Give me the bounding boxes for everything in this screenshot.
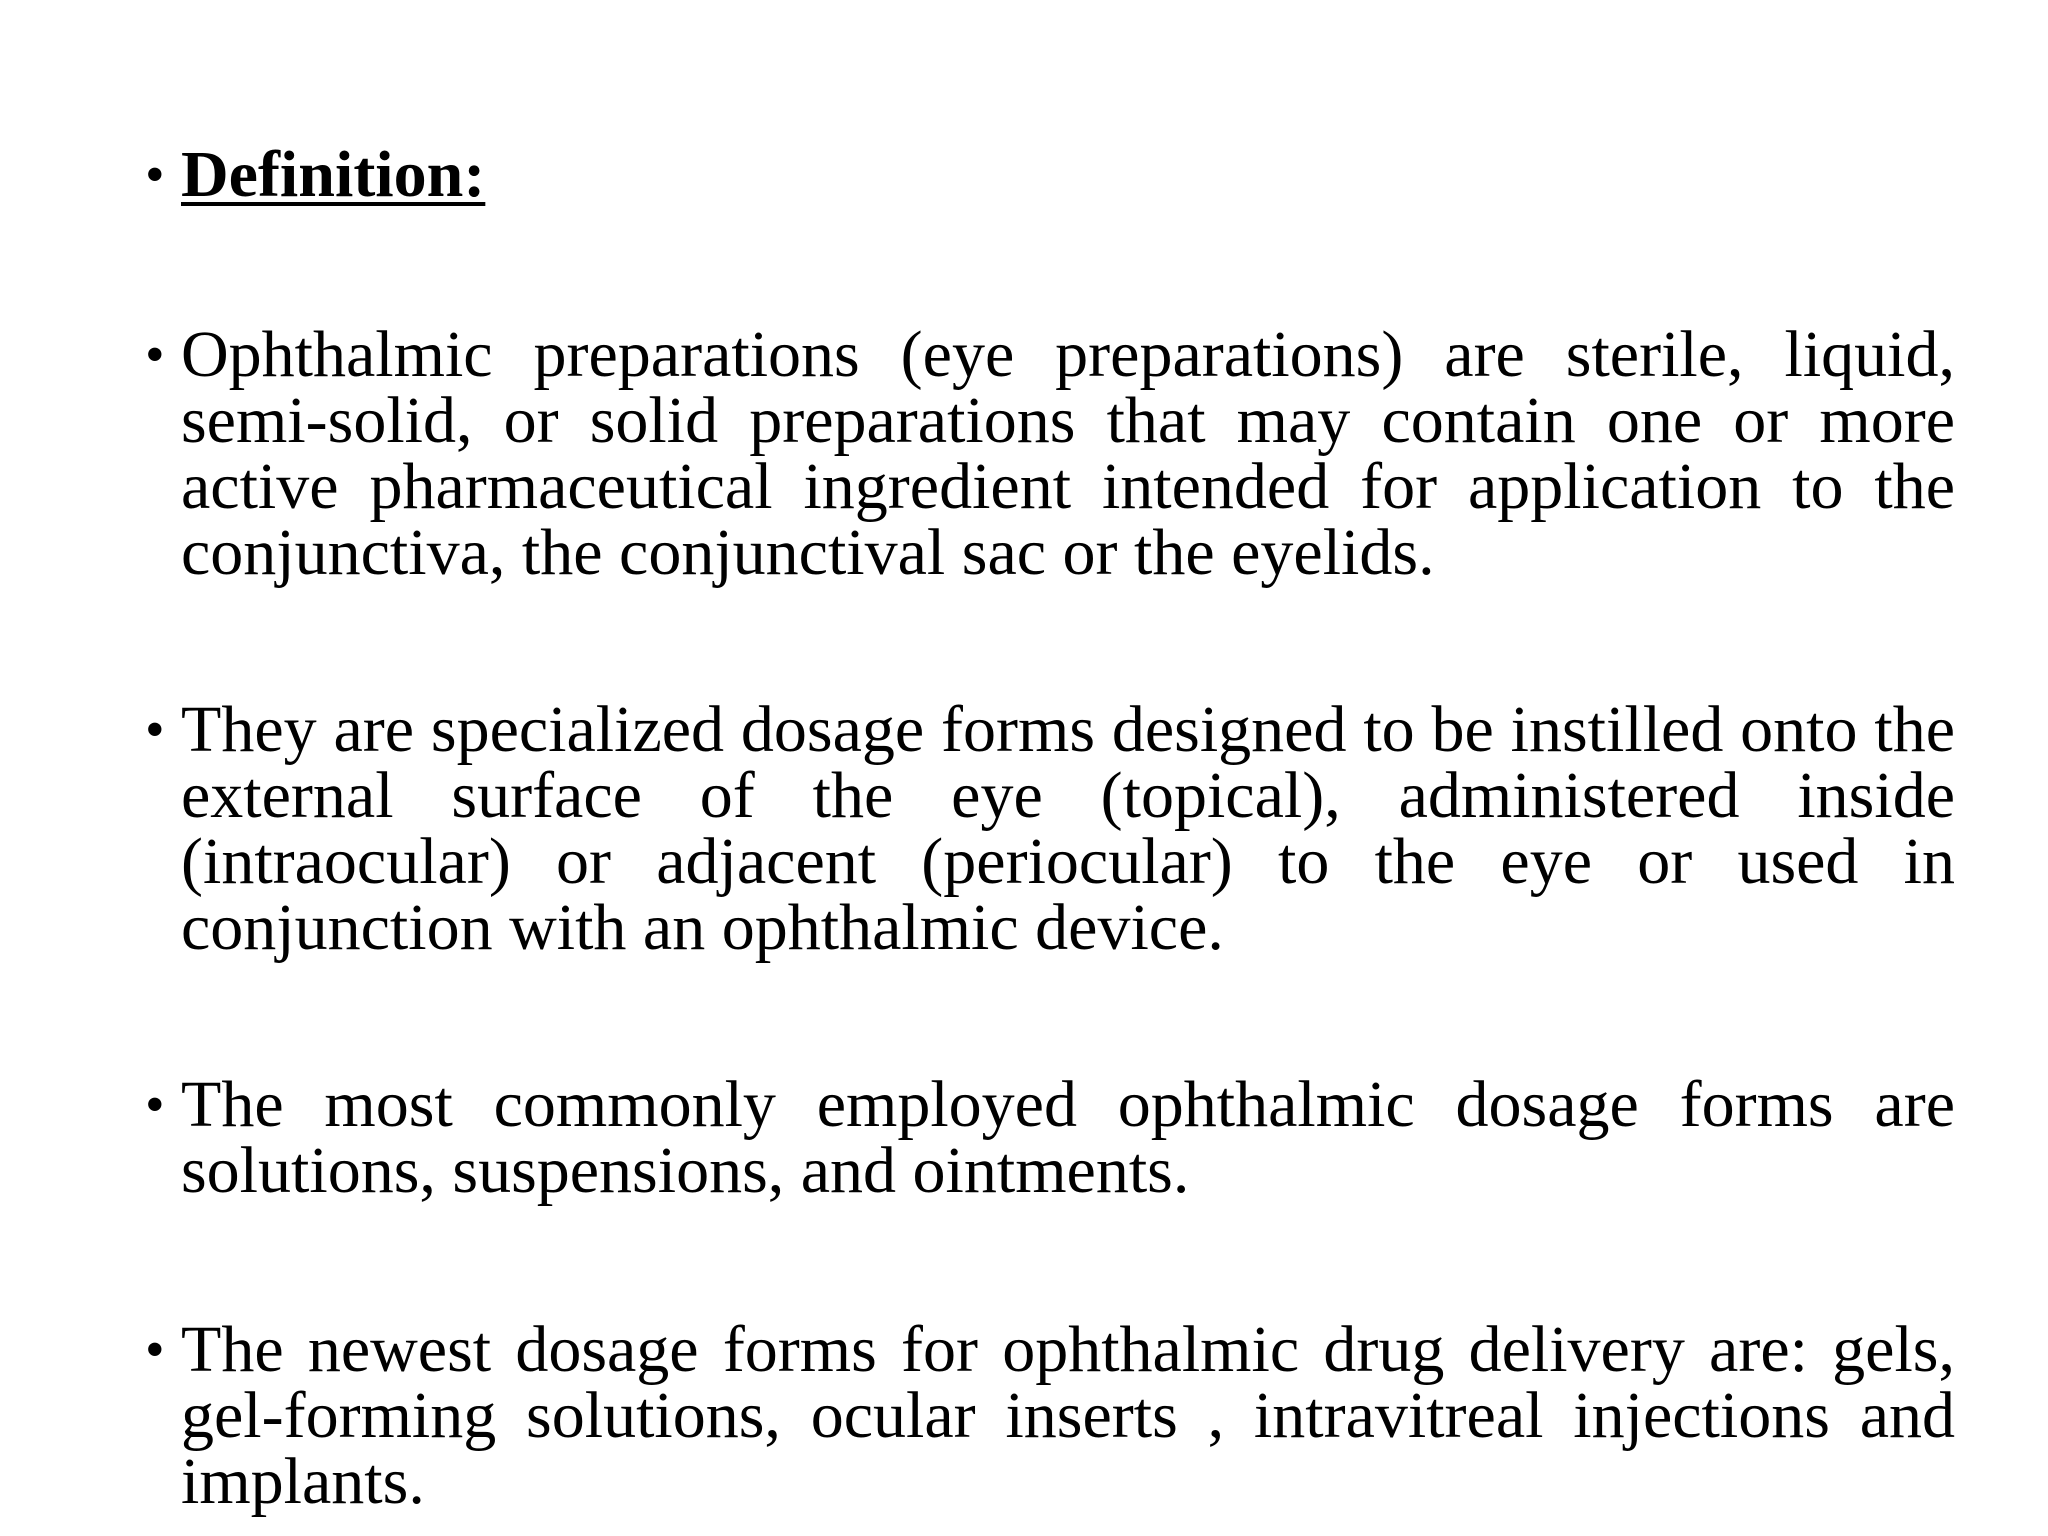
bullet-item [145,1313,1955,1518]
bullet-item [145,318,1955,589]
bullet-icon: • [145,144,165,206]
bullet-item [145,693,1955,964]
bullet-text: Ophthalmic preparations (eye preparations) are sterile, liquid, semi-solid, or solid preparations that may contain one or more active pharmaceutical ingredient intended for application to the conjunctiva, the conjunctival sac or the eyelids. [181,318,1955,589]
bullet-text: The most commonly employed ophthalmic dosage forms are solutions, suspensions, and ointments. [181,1068,1955,1207]
bullet-icon: • [145,324,165,386]
bullet-icon: • [145,1074,165,1136]
definition-heading: Definition: [181,138,486,211]
bullet-text: The newest dosage forms for ophthalmic drug delivery are: gels, gel-forming solutions, ocular inserts , intravitreal injections and implants. [181,1313,1955,1518]
bullet-icon: • [145,699,165,761]
bullet-icon: • [145,1319,165,1381]
bullet-item [145,1068,1955,1207]
bullet-text: They are specialized dosage forms designed to be instilled onto the external surface of the eye (topical), administered inside (intraocular) or adjacent (periocular) to the eye or used in conjunction with an ophthalmic device. [181,693,1955,964]
heading-item [145,138,1955,211]
